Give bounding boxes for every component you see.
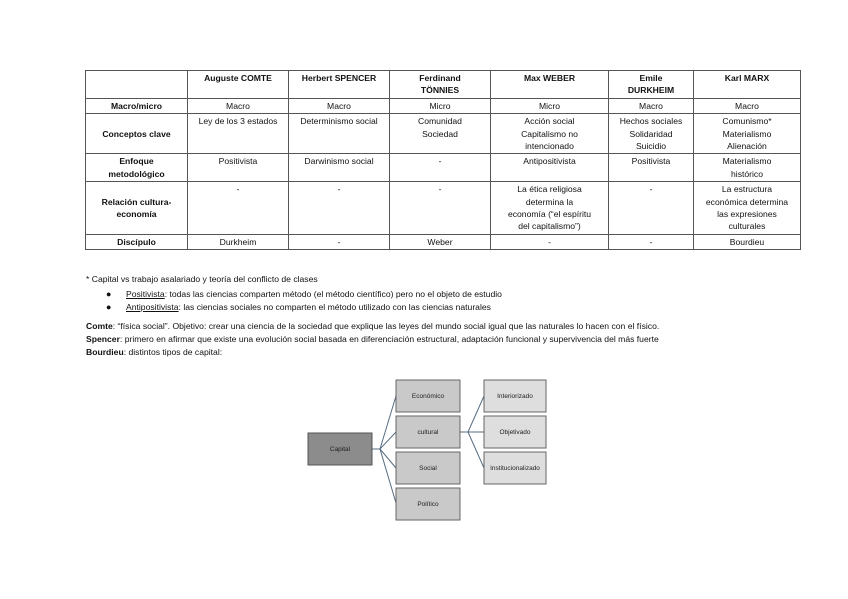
- bullet-text: : todas las ciencias comparten método (el método científico) pero no el objeto de estudio: [164, 289, 502, 299]
- table-cell: Ley de los 3 estados: [188, 114, 289, 154]
- definition-term: Bourdieu: [86, 347, 124, 357]
- node-label: Objetivado: [499, 429, 531, 436]
- table-cell: -: [609, 234, 694, 249]
- table-cell: Bourdieu: [694, 234, 801, 249]
- table-row: [86, 234, 801, 249]
- header-cell-spencer: Herbert SPENCER: [289, 71, 390, 99]
- row-header-macro-micro: Macro/micro: [86, 98, 188, 113]
- table-cell: Hechos sociales Solidaridad Suicidio: [609, 114, 694, 154]
- table-cell: -: [390, 154, 491, 182]
- sociologists-comparison-table: [85, 70, 801, 250]
- table-cell: Macro: [694, 98, 801, 113]
- bullet-icon: ●: [106, 302, 112, 312]
- node-label: Capital: [329, 446, 351, 453]
- node-capital: [308, 433, 372, 465]
- table-cell: Comunismo* Materialismo Alienación: [694, 114, 801, 154]
- node-institucionalizado: [484, 452, 546, 484]
- node-label: cultural: [417, 429, 439, 436]
- footnote: * Capital vs trabajo asalariado y teoría del conflicto de clases: [86, 274, 318, 284]
- definition-term: Spencer: [86, 334, 120, 344]
- table-row: [86, 154, 801, 182]
- definition-text: : primero en afirmar que existe una evolución social basada en diferenciación estructural, adaptación funcional y supervivencia del más fuerte: [119, 334, 659, 344]
- table-cell: La estructura económica determina las expresiones culturales: [694, 182, 801, 235]
- table-cell: Acción social Capitalismo no intencionado: [491, 114, 609, 154]
- header-cell-durkheim: Emile DURKHEIM: [609, 71, 694, 99]
- row-header-discipulo: Discípulo: [86, 234, 188, 249]
- table-cell: Durkheim: [188, 234, 289, 249]
- bullet-icon: ●: [106, 289, 112, 299]
- table-cell: Comunidad Sociedad: [390, 114, 491, 154]
- bullet-list: [86, 288, 806, 314]
- bullet-term: Antipositivista: [126, 302, 179, 312]
- node-label: Institucionalizado: [490, 465, 540, 472]
- node-social: [396, 452, 460, 484]
- definition-bourdieu: [86, 346, 806, 359]
- node-label: Interiorizado: [497, 393, 533, 400]
- table-cell: -: [491, 234, 609, 249]
- table-cell: -: [289, 182, 390, 235]
- table-cell: Materialismo histórico: [694, 154, 801, 182]
- list-item: [86, 288, 806, 301]
- table-cell: Macro: [289, 98, 390, 113]
- node-objetivado: [484, 416, 546, 448]
- edge-capital-economico: [372, 396, 396, 449]
- node-cultural: [396, 416, 460, 448]
- table-cell: La ética religiosa determina la economía (“el espíritu del capitalismo”): [491, 182, 609, 235]
- node-label: Económico: [411, 393, 445, 400]
- definition-text: : distintos tipos de capital:: [123, 347, 223, 357]
- definition-term: Comte: [86, 321, 113, 331]
- edge-cultural-interiorizado: [460, 396, 484, 432]
- table-header-row: [86, 71, 801, 99]
- table-cell: Macro: [609, 98, 694, 113]
- header-cell-weber: Max WEBER: [491, 71, 609, 99]
- table-cell: -: [188, 182, 289, 235]
- definition-comte: [86, 320, 806, 333]
- table-cell: Darwinismo social: [289, 154, 390, 182]
- header-cell-comte: Auguste COMTE: [188, 71, 289, 99]
- node-label: Social: [419, 465, 437, 472]
- list-item: [86, 301, 806, 314]
- edge-cultural-institucionalizado: [460, 432, 484, 468]
- table-row: [86, 182, 801, 235]
- table-cell: -: [390, 182, 491, 235]
- header-cell-tonnies: Ferdinand TÖNNIES: [390, 71, 491, 99]
- node-economico: [396, 380, 460, 412]
- capital-types-diagram: [300, 372, 560, 524]
- node-label: Político: [417, 501, 439, 508]
- table-cell: Micro: [491, 98, 609, 113]
- table-row: [86, 114, 801, 154]
- header-cell-marx: Karl MARX: [694, 71, 801, 99]
- node-politico: [396, 488, 460, 520]
- header-cell-corner: [86, 71, 188, 99]
- definition-text: : “física social”. Objetivo: crear una ciencia de la sociedad que explique las leyes del mundo social igual que las naturales lo hacen con el físico.: [112, 321, 660, 331]
- bullet-term: Positivista: [126, 289, 165, 299]
- row-header-relacion: Relación cultura- economía: [86, 182, 188, 235]
- table-cell: -: [609, 182, 694, 235]
- table-cell: Determinismo social: [289, 114, 390, 154]
- table-row: [86, 98, 801, 113]
- edge-capital-social: [372, 449, 396, 468]
- row-header-conceptos-clave: Conceptos clave: [86, 114, 188, 154]
- table-cell: Antipositivista: [491, 154, 609, 182]
- definition-spencer: [86, 333, 806, 346]
- table-cell: Positivista: [188, 154, 289, 182]
- table-cell: Positivista: [609, 154, 694, 182]
- node-interiorizado: [484, 380, 546, 412]
- table-cell: Weber: [390, 234, 491, 249]
- table-cell: Macro: [188, 98, 289, 113]
- bullet-text: : las ciencias sociales no comparten el método utilizado con las ciencias naturales: [178, 302, 491, 312]
- edge-capital-politico: [372, 449, 396, 503]
- notes-section: [86, 273, 806, 359]
- row-header-enfoque: Enfoque metodológico: [86, 154, 188, 182]
- table-cell: -: [289, 234, 390, 249]
- table-cell: Micro: [390, 98, 491, 113]
